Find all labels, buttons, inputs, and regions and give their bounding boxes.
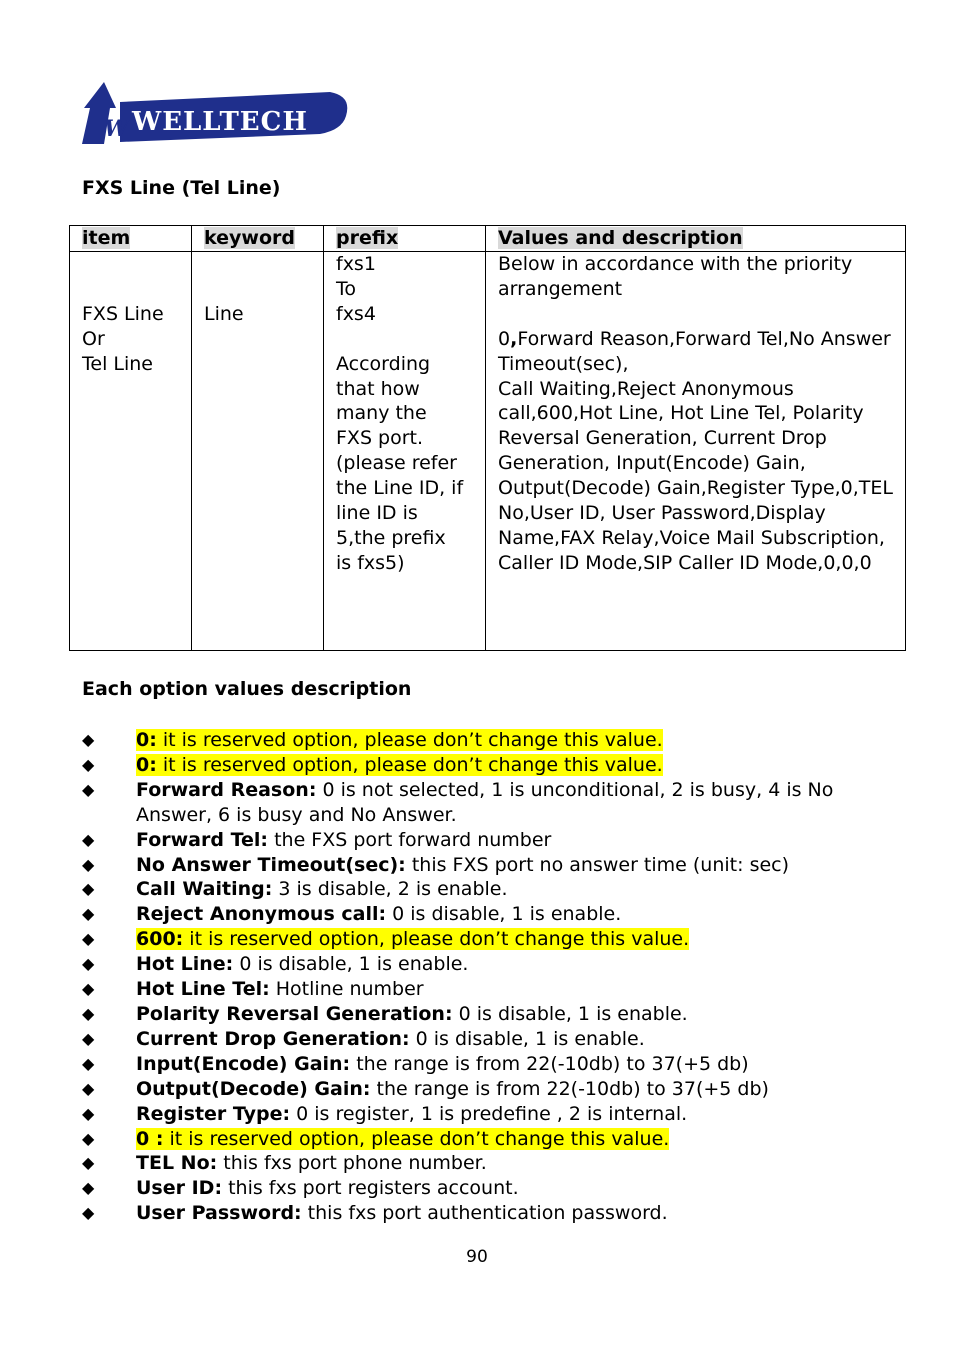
option-item [82, 1077, 902, 1102]
option-item [82, 1052, 902, 1077]
option-text [136, 779, 833, 826]
fxs-line-table [69, 225, 906, 651]
diamond-bullet-icon: ◆ [82, 1128, 95, 1148]
options-heading: Each option values description [82, 678, 412, 700]
option-text [136, 854, 789, 876]
option-item [82, 1027, 902, 1052]
cell-values [486, 252, 906, 651]
option-desc: this fxs port authentication password. [301, 1202, 668, 1225]
option-text [136, 1053, 749, 1075]
cell-prefix: fxs1 To fxs4 According that how many the FXS port. (please refer the Line ID, if line ID is 5,the prefix is fxs5) [324, 252, 486, 651]
diamond-bullet-icon: ◆ [82, 929, 95, 949]
table-row [70, 252, 906, 651]
option-item [82, 1151, 902, 1176]
header-values: Values and description [486, 226, 906, 252]
option-text [136, 1177, 519, 1199]
option-desc: it is reserved option, please don’t change this value. [183, 928, 690, 951]
diamond-bullet-icon: ◆ [82, 1203, 95, 1223]
diamond-bullet-icon: ◆ [82, 854, 95, 874]
option-key: Current Drop Generation: [136, 1027, 410, 1050]
option-item [82, 1176, 902, 1201]
option-item [82, 977, 902, 1002]
option-text [136, 1003, 688, 1025]
diamond-bullet-icon: ◆ [82, 829, 95, 849]
header-keyword: keyword [192, 226, 324, 252]
diamond-bullet-icon: ◆ [82, 1003, 95, 1023]
option-key: TEL No: [136, 1152, 218, 1175]
option-item [82, 902, 902, 927]
option-item [82, 1201, 902, 1226]
option-text [136, 754, 663, 776]
welltech-logo [80, 78, 352, 146]
option-key: User Password: [136, 1202, 302, 1225]
cell-item: FXS Line Or Tel Line [70, 252, 192, 651]
option-desc: it is reserved option, please don’t change this value. [156, 753, 663, 776]
option-item [82, 1002, 902, 1027]
diamond-bullet-icon: ◆ [82, 1103, 95, 1123]
values-intro: Below in accordance with the priority arrangement [498, 253, 853, 300]
option-desc: 0 is disable, 1 is enable. [386, 903, 622, 926]
options-list [82, 728, 902, 1226]
option-text [136, 1128, 669, 1150]
option-item [82, 1102, 902, 1127]
header-item: item [70, 226, 192, 252]
option-text [136, 1078, 769, 1100]
option-key: 0: [136, 753, 157, 776]
option-item [82, 853, 902, 878]
option-key: Forward Reason: [136, 778, 317, 801]
option-text [136, 903, 621, 925]
option-item [82, 753, 902, 778]
option-text [136, 978, 424, 1000]
option-text [136, 1202, 668, 1224]
option-desc: this fxs port registers account. [222, 1177, 519, 1200]
diamond-bullet-icon: ◆ [82, 954, 95, 974]
option-text [136, 928, 689, 950]
option-key: 600: [136, 928, 184, 951]
cell-keyword: Line [192, 252, 324, 651]
option-desc: it is reserved option, please don’t change this value. [156, 729, 663, 751]
diamond-bullet-icon: ◆ [82, 1053, 95, 1073]
diamond-bullet-icon: ◆ [82, 904, 95, 924]
option-key: Hot Line Tel: [136, 978, 270, 1001]
option-text [136, 729, 663, 751]
option-desc: the range is from 22(-10db) to 37(+5 db) [350, 1052, 749, 1075]
option-key: Call Waiting: [136, 878, 273, 901]
option-desc: this FXS port no answer time (unit: sec) [405, 853, 790, 876]
option-text [136, 1152, 487, 1174]
option-key: Reject Anonymous call: [136, 903, 387, 926]
diamond-bullet-icon: ◆ [82, 779, 95, 799]
option-text [136, 953, 468, 975]
logo-text: WELLTECH [132, 107, 308, 137]
option-desc: 3 is disable, 2 is enable. [272, 878, 508, 901]
option-desc: the range is from 22(-10db) to 37(+5 db) [370, 1077, 769, 1100]
option-desc: 0 is disable, 1 is enable. [452, 1002, 688, 1025]
diamond-bullet-icon: ◆ [82, 1078, 95, 1098]
values-list: 0,Forward Reason,Forward Tel,No Answer Timeout(sec), Call Waiting,Reject Anonymous call,600,Hot Line, Hot Line Tel, Polarity Reversal Generation, Current Drop Generation, Input(Encode) Gain, Output(Decode) Gain,Register Type,0,TEL No,User ID, User Password,Display Name,FAX Relay,Voice Mail Subscription, Caller ID Mode,SIP Caller ID Mode,0,0,0 [498, 327, 894, 574]
diamond-bullet-icon: ◆ [82, 879, 95, 899]
option-key: User ID: [136, 1177, 223, 1200]
diamond-bullet-icon: ◆ [82, 730, 95, 749]
option-item [82, 1127, 902, 1152]
option-text [136, 878, 508, 900]
diamond-bullet-icon: ◆ [82, 1178, 95, 1198]
option-desc: this fxs port phone number. [217, 1152, 487, 1175]
option-key: No Answer Timeout(sec): [136, 853, 406, 876]
option-desc: 0 is disable, 1 is enable. [233, 953, 469, 976]
option-desc: 0 is register, 1 is predefine , 2 is internal. [290, 1102, 688, 1125]
diamond-bullet-icon: ◆ [82, 1028, 95, 1048]
option-key: Polarity Reversal Generation: [136, 1002, 453, 1025]
option-desc: 0 is not selected, 1 is unconditional, 2 is busy, 4 is No Answer, 6 is busy and No Answer. [136, 778, 834, 826]
option-text [136, 829, 551, 851]
option-item [82, 927, 902, 952]
option-item [82, 728, 902, 753]
option-key: 0: [136, 729, 157, 751]
option-key: Output(Decode) Gain: [136, 1077, 371, 1100]
option-desc: 0 is disable, 1 is enable. [409, 1027, 645, 1050]
option-key: 0 : [136, 1127, 164, 1150]
page-number: 90 [466, 1247, 488, 1267]
option-key: Forward Tel: [136, 828, 269, 851]
option-desc: Hotline number [269, 978, 424, 1001]
option-text [136, 1103, 687, 1125]
option-desc: the FXS port forward number [268, 828, 552, 851]
option-key: Input(Encode) Gain: [136, 1052, 351, 1075]
option-key: Hot Line: [136, 953, 234, 976]
diamond-bullet-icon: ◆ [82, 754, 95, 774]
option-item [82, 778, 902, 828]
option-key: Register Type: [136, 1102, 291, 1125]
table-header-row [70, 226, 906, 252]
option-item [82, 877, 902, 902]
diamond-bullet-icon: ◆ [82, 979, 95, 999]
section-heading: FXS Line (Tel Line) [82, 177, 281, 199]
option-desc: it is reserved option, please don’t change this value. [163, 1127, 670, 1150]
option-item [82, 952, 902, 977]
header-prefix: prefix [324, 226, 486, 252]
option-text [136, 1028, 645, 1050]
logo-letters: W [104, 116, 129, 142]
option-item [82, 828, 902, 853]
diamond-bullet-icon: ◆ [82, 1153, 95, 1173]
